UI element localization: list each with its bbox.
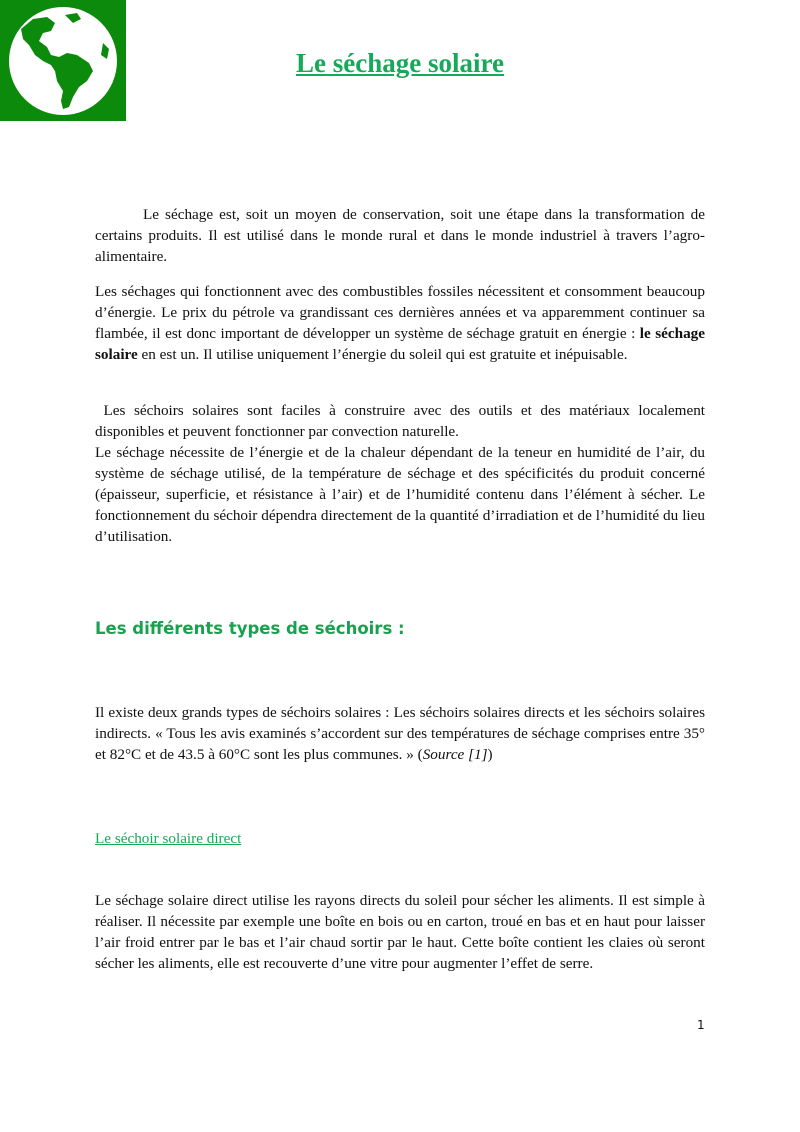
subheading-direct-dryer[interactable]: Le séchoir solaire direct — [95, 830, 242, 847]
direct-paragraph: Le séchage solaire direct utilise les rayons directs du soleil pour sécher les aliments. Il est simple à réaliser. Il nécessite par exemple une boîte en bois ou en carton, troué en bas et en haut pour laisser l’air froid entrer par le bas et l’air chaud sortir par le haut. Cette boîte contient les claies où seront sécher les aliments, elle est recouverte d’une vitre pour augmenter l’effet de serre. — [95, 892, 705, 972]
intro-paragraph-2-bold: le séchage solaire — [95, 325, 705, 363]
types-paragraph-close: ) — [487, 746, 493, 763]
intro-paragraph-3: Les séchoirs solaires sont faciles à construire avec des outils et des matériaux localement disponibles et peuvent fonctionner par convection naturelle. — [95, 402, 709, 440]
page-number: 1 — [697, 1018, 705, 1032]
types-paragraph — [95, 702, 705, 765]
page-title: Le séchage solaire — [296, 48, 504, 78]
source-citation: Source [1] — [422, 746, 488, 763]
section-heading-types: Les différents types de séchoirs : — [95, 619, 405, 638]
intro-paragraph-2-start: Les séchages qui fonctionnent avec des combustibles fossiles nécessitent et consomment beaucoup d’énergie. Le prix du pétrole va grandissant ces dernières années et va apparemment continuer sa flambée, il est donc important de développer un système de séchage gratuit en énergie : — [95, 283, 705, 342]
intro-paragraph-2 — [95, 281, 705, 365]
types-paragraph-text: Il existe deux grands types de séchoirs solaires : Les séchoirs solaires directs et les séchoirs solaires indirects. « Tous les avis examinés s’accordent sur des températures de séchage comprises entre 35° et 82°C et de 43.5 à 60°C sont les plus communes. » ( — [95, 704, 705, 763]
intro-paragraph-2-end: en est un. Il utilise uniquement l’énergie du soleil qui est gratuite et inépuisable. — [137, 346, 628, 363]
intro-paragraph-1: Le séchage est, soit un moyen de conservation, soit une étape dans la transformation de certains produits. Il est utilisé dans le monde rural et dans le monde industriel à travers l’agro-alimentaire. — [95, 206, 705, 265]
intro-paragraph-4: Le séchage nécessite de l’énergie et de la chaleur dépendant de la teneur en humidité de l’air, du système de séchage utilisé, de la température de séchage et des spécificités du produit concerné (épaisseur, superficie, et résistance à l’air) et de l’humidité contenu dans l’élément à sécher. Le fonctionnement du séchoir dépendra directement de la quantité d’irradiation et de l’humidité du lieu d’utilisation. — [95, 444, 705, 545]
